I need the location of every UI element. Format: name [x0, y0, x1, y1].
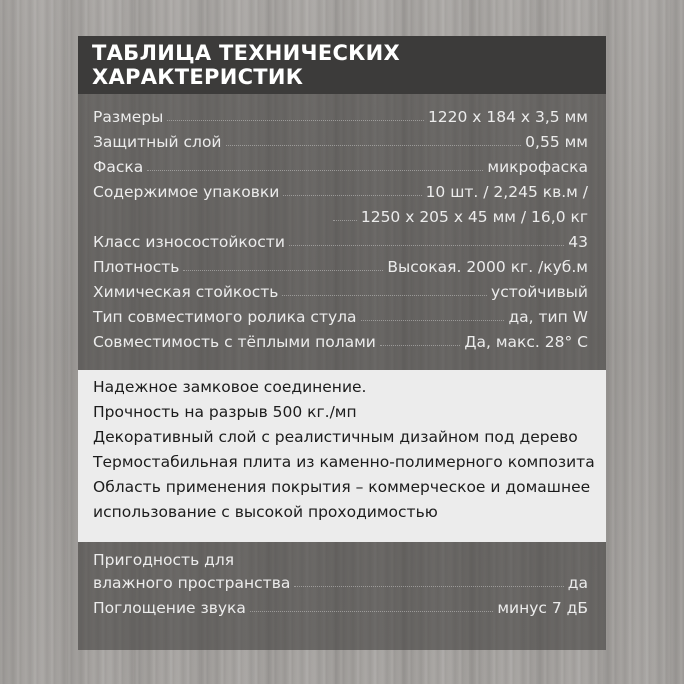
spec-value: да — [567, 574, 588, 592]
spec-label: Плотность — [93, 258, 180, 276]
spec-table-extra — [78, 542, 606, 650]
spec-row-sound — [93, 595, 588, 617]
features-block — [78, 370, 606, 542]
feature-item: Надежное замковое соединение. — [93, 378, 367, 396]
leader-dots — [282, 295, 487, 296]
leader-dots — [147, 170, 483, 171]
spec-row-size — [93, 104, 588, 126]
spec-value: минус 7 дБ — [497, 599, 588, 617]
table-title: ТАБЛИЦА ТЕХНИЧЕСКИХ ХАРАКТЕРИСТИК — [78, 36, 606, 94]
spec-value: микрофаска — [487, 158, 588, 176]
leader-dots — [226, 145, 522, 146]
spec-value: устойчивый — [491, 283, 588, 301]
leader-dots — [361, 320, 505, 321]
feature-item: Термостабильная плита из каменно-полимерного композита — [93, 453, 595, 471]
spec-row-chemical — [93, 279, 588, 301]
spec-row-humidity — [93, 570, 588, 592]
leader-dots — [294, 586, 563, 587]
leader-dots — [283, 195, 421, 196]
leader-dots — [333, 220, 357, 221]
spec-table — [78, 94, 606, 370]
leader-dots — [250, 611, 493, 612]
feature-item: Декоративный слой с реалистичным дизайном под дерево — [93, 428, 578, 446]
spec-label: влажного пространства — [93, 574, 291, 592]
spec-label: Химическая стойкость — [93, 283, 279, 301]
leader-dots — [289, 245, 564, 246]
spec-value: 10 шт. / 2,245 кв.м / — [425, 183, 588, 201]
spec-label-humidity: Пригодность для — [93, 551, 235, 569]
spec-row-density — [93, 254, 588, 276]
spec-value: 1250 x 205 x 45 мм / 16,0 кг — [360, 208, 588, 226]
spec-value: Высокая. 2000 кг. /куб.м — [387, 258, 588, 276]
spec-label: Совместимость с тёплыми полами — [93, 333, 376, 351]
spec-label: Фаска — [93, 158, 144, 176]
feature-item: Область применения покрытия – коммерческое и домашнее — [93, 478, 591, 496]
leader-dots — [380, 345, 461, 346]
spec-value: 0,55 мм — [525, 133, 588, 151]
spec-row-package — [93, 179, 588, 201]
feature-item: Прочность на разрыв 500 кг./мп — [93, 403, 357, 421]
spec-label: Защитный слой — [93, 133, 222, 151]
spec-value: да, тип W — [508, 308, 588, 326]
spec-value: 43 — [568, 233, 588, 251]
spec-value: Да, макс. 28° С — [464, 333, 588, 351]
spec-row-wear-layer — [93, 129, 588, 151]
spec-label: Класс износостойкости — [93, 233, 285, 251]
spec-label: Тип совместимого ролика стула — [93, 308, 357, 326]
leader-dots — [167, 120, 424, 121]
spec-row-chair-wheel — [93, 304, 588, 326]
spec-row-wear-class — [93, 229, 588, 251]
spec-row-bevel — [93, 154, 588, 176]
leader-dots — [183, 270, 383, 271]
spec-label: Содержимое упаковки — [93, 183, 280, 201]
spec-label: Поглощение звука — [93, 599, 246, 617]
spec-value: 1220 x 184 x 3,5 мм — [427, 108, 588, 126]
spec-row-underfloor-heating — [93, 329, 588, 351]
spec-row-package-cont — [93, 204, 588, 226]
spec-label: Размеры — [93, 108, 164, 126]
feature-item: использование с высокой проходимостью — [93, 503, 438, 521]
